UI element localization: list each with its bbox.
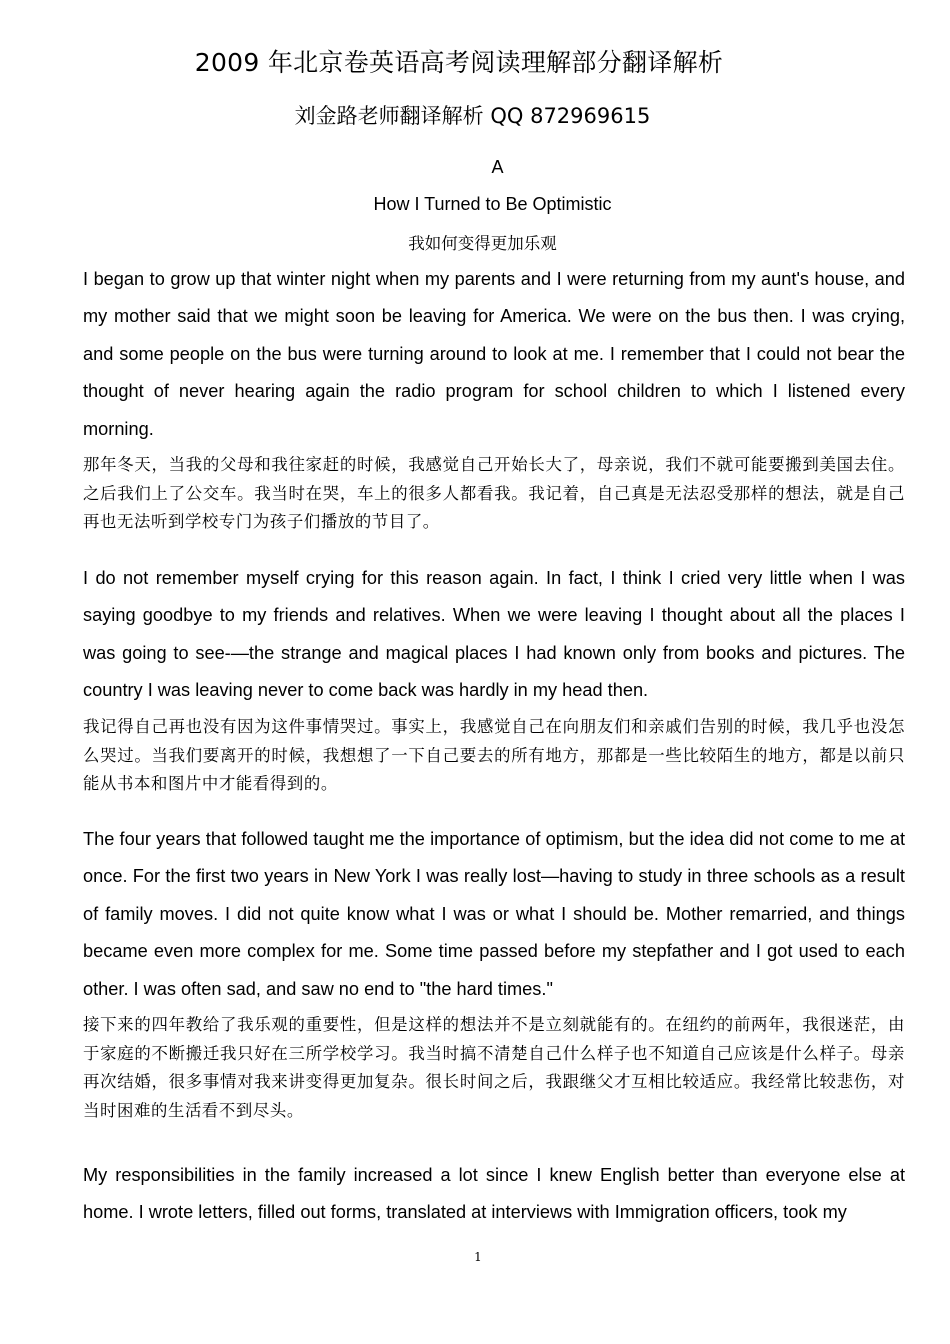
page-number: 1 bbox=[474, 1250, 482, 1264]
paragraph-english-2: I do not remember myself crying for this reason again. In fact, I think I cried very little when I was saying goodbye to my friends and relatives. When we were leaving I thought about all the places I was going to see-—the strange and magical places I had known only from books and pictures. The country I was leaving never to come back was hardly in my head then. bbox=[83, 568, 905, 701]
paragraph-chinese-3: 接下来的四年教给了我乐观的重要性，但是这样的想法并不是立刻就能有的。在纽约的前两年，我很迷茫，由于家庭的不断搬迁我只好在三所学校学习。我当时搞不清楚自己什么样子也不知道自己应该是什么样子。母亲再次结婚，很多事情对我来讲变得更加复杂。很长时间之后，我跟继父才互相比较适应。我经常比较悲伤，对当时困难的生活看不到尽头。 bbox=[83, 1015, 905, 1120]
section-letter: A bbox=[491, 157, 504, 177]
document-subtitle: 刘金路老师翻译解析 QQ 872969615 bbox=[294, 104, 651, 128]
paragraph-english-3: The four years that followed taught me the importance of optimism, but the idea did not come to me at once. For the first two years in New York I was really lost—having to study in three schools as a result of family moves. I did not quite know what I was or what I should be. Mother remarried, and things became even more complex for me. Some time passed before my stepfather and I got used to each other. I was often sad, and saw no end to "the hard times." bbox=[83, 829, 905, 999]
paragraph-english-4: My responsibilities in the family increased a lot since I knew English better than everyone else at home. I wrote letters, filled out forms, translated at interviews with Immigration officers, took my bbox=[83, 1165, 905, 1223]
story-title-chinese: 我如何变得更加乐观 bbox=[408, 234, 557, 253]
document-title: 2009 年北京卷英语高考阅读理解部分翻译解析 bbox=[194, 48, 724, 77]
paragraph-english-1: I began to grow up that winter night when my parents and I were returning from my aunt's house, and my mother said that we might soon be leaving for America. We were on the bus then. I was crying, and some people on the bus were turning around to look at me. I remember that I could not bear the thought of never hearing again the radio program for school children to which I listened every morning. bbox=[83, 269, 905, 439]
paragraph-chinese-2: 我记得自己再也没有因为这件事情哭过。事实上，我感觉自己在向朋友们和亲戚们告别的时候，我几乎也没怎么哭过。当我们要离开的时候，我想想了一下自己要去的所有地方，那都是一些比较陌生的地方，都是以前只能从书本和图片中才能看得到的。 bbox=[83, 717, 905, 793]
story-title-english: How I Turned to Be Optimistic bbox=[373, 194, 612, 214]
paragraph-chinese-1: 那年冬天，当我的父母和我往家赶的时候，我感觉自己开始长大了，母亲说，我们不就可能要搬到美国去住。之后我们上了公交车。我当时在哭，车上的很多人都看我。我记着，自己真是无法忍受那样的想法，就是自己再也无法听到学校专门为孩子们播放的节目了。 bbox=[83, 455, 905, 531]
